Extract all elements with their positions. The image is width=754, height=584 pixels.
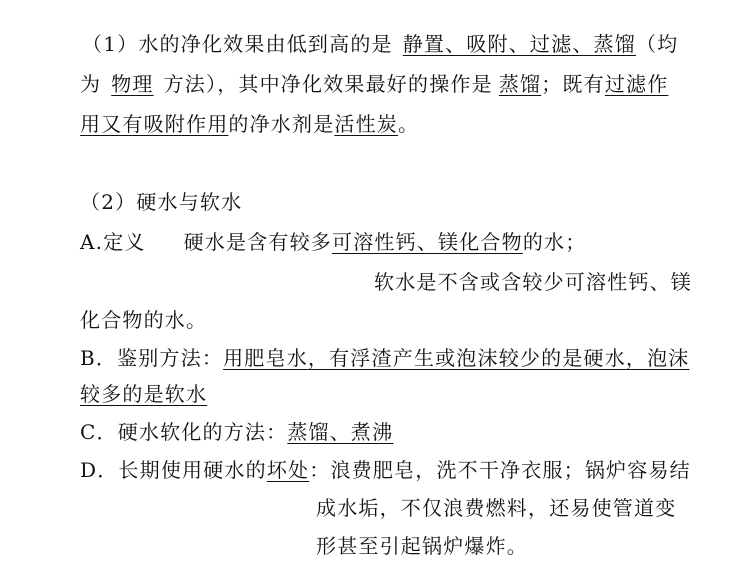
section1-line1-prefix: （1）水的净化效果由低到高的是 [82, 32, 393, 56]
section1-line3 [80, 110, 419, 138]
answer-dual-function-part2: 用又有吸附作用 [80, 112, 229, 136]
section1-line1 [82, 30, 678, 58]
answer-best-operation: 蒸馏 [498, 72, 542, 96]
section2-heading: （2）硬水与软水 [80, 190, 243, 214]
definition-line1 [80, 228, 586, 256]
harm-line1 [80, 456, 691, 484]
soften-line [80, 418, 393, 446]
answer-purifier: 活性炭 [334, 112, 399, 136]
answer-method-type: 物理 [111, 72, 154, 96]
answer-identify-method-cont: 较多的是软水 [80, 382, 208, 406]
answer-harm: 坏处 [266, 458, 310, 482]
harm-line2: 成水垢，不仅浪费燃料，还易使管道变 [316, 496, 677, 520]
section1-line2-middle2: ；既有 [541, 72, 605, 96]
section1-line2 [80, 70, 668, 98]
answer-purification-order: 静置、吸附、过滤、蒸馏 [402, 32, 636, 56]
definition-text: 硬水是含有较多 [183, 230, 333, 254]
section1-line2-prefix: 为 [80, 72, 102, 96]
harm-label: D．长期使用硬水的 [80, 458, 267, 482]
definition-suffix: 的水； [522, 230, 587, 254]
section1-line3-middle: 的净水剂是 [228, 112, 335, 136]
identify-label: B．鉴别方法： [80, 346, 224, 370]
identify-line2 [80, 380, 207, 408]
definition-line2: 软水是不含或含较少可溶性钙、镁 [374, 270, 692, 294]
harm-text: ：浪费肥皂，洗不干净衣服；锅炉容易结 [309, 458, 691, 482]
answer-hard-water-definition: 可溶性钙、镁化合物 [332, 230, 523, 254]
harm-line3: 形甚至引起锅炉爆炸。 [316, 534, 528, 558]
identify-line1 [80, 344, 690, 372]
definition-line3: 化合物的水。 [80, 308, 208, 332]
definition-label: A.定义 [80, 230, 146, 254]
section1-line1-suffix: （均 [635, 32, 679, 56]
section1-line2-middle: 方法），其中净化效果最好的操作是 [163, 72, 493, 96]
answer-soften-method: 蒸馏、煮沸 [287, 420, 394, 444]
section1-line3-suffix: 。 [398, 112, 420, 136]
answer-dual-function-part1: 过滤作 [604, 72, 669, 96]
soften-label: C．硬水软化的方法： [80, 420, 288, 444]
answer-identify-method: 用肥皂水，有浮渣产生或泡沫较少的是硬水，泡沫 [223, 346, 690, 370]
